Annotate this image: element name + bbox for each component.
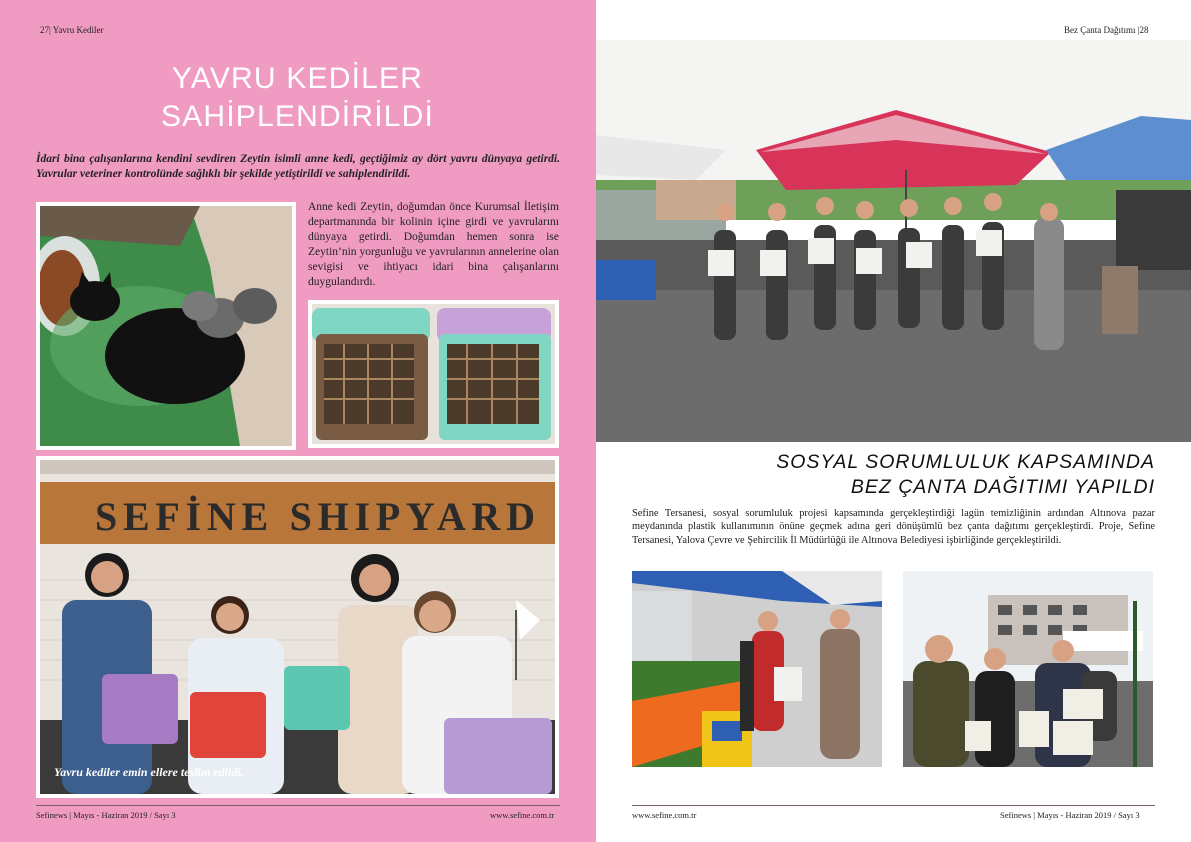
right-body-paragraph: Sefine Tersanesi, sosyal sorumluluk projesi kapsamında gerçekleştirdiği lagün temizliğinin ardından Altınova pazar meydanında plastik kullanımının önüne geçmek adına geri dönüşümlü bez çanta dağıtımı gerçekleştirdi. Proje, Sefine Tersanesi, Yalova Çevre ve Şehircilik İl Müdürlüğü ile Altınova Belediyesi işbirliğinde gerçekleştirildi. [632,508,1155,546]
left-lead-paragraph: İdari bina çalışanlarına kendini sevdiren Zeytin isimli anne kedi, geçtiğimiz ay dört yavru dünyaya getirdi. Yavrular veteriner kontrolünde sağlıklı bir şekilde yetiştirildi ve sahiplendirildi. [36,153,560,180]
right-footer-rule [632,805,1155,806]
left-footer-rule [36,805,560,806]
right-title-line-1: SOSYAL SORUMLULUK KAPSAMINDA [776,451,1155,473]
photo-vegetable-stand [632,571,882,767]
photo-bags-street [903,571,1153,767]
photo-cat-kittens [36,202,296,450]
bags-street-illustration [903,571,1153,767]
left-title-line-1: YAVRU KEDİLER [171,62,424,95]
photo-shipyard-group [36,456,559,798]
vegetable-stand-illustration [632,571,882,767]
shipyard-photo-caption: Yavru kediler emin ellere teslim edildi. [54,765,244,779]
photo-pet-carriers [308,300,559,448]
right-page-title [680,450,1155,500]
left-footer-url: www.sefine.com.tr [490,810,555,820]
right-page-header: Bez Çanta Dağıtımı |28 [1064,25,1149,35]
cat-kittens-illustration [40,206,292,446]
left-page-header: 27| Yavru Kediler [40,25,104,35]
photo-market-group [596,40,1191,442]
left-body-paragraph: Anne kedi Zeytin, doğumdan önce Kurumsal İletişim departmanında bir kolinin içine girdi ve yavrularını dünyaya getirdi. Doğumdan hemen sonra ise Zeytin’nin yorgunluğu ve yavrularının annelerine olan sevigisi ve ihtiyacı idari bina çalışanlarını duygulandırdı. [308,201,559,288]
right-footer-issue: Sefinews | Mayıs - Haziran 2019 / Sayı 3 [1000,810,1140,820]
shipyard-sign: SEFİNE SHIPYARD [95,494,535,539]
left-footer-issue: Sefinews | Mayıs - Haziran 2019 / Sayı 3 [36,810,176,820]
left-title-line-2: SAHİPLENDİRİLDİ [160,100,435,133]
right-footer-url: www.sefine.com.tr [632,810,697,820]
market-group-illustration [596,40,1191,442]
shipyard-group-illustration [40,460,555,794]
left-page-title [100,60,495,136]
right-title-line-2: BEZ ÇANTA DAĞITIMI YAPILDI [850,476,1155,498]
pet-carriers-illustration [312,304,555,444]
